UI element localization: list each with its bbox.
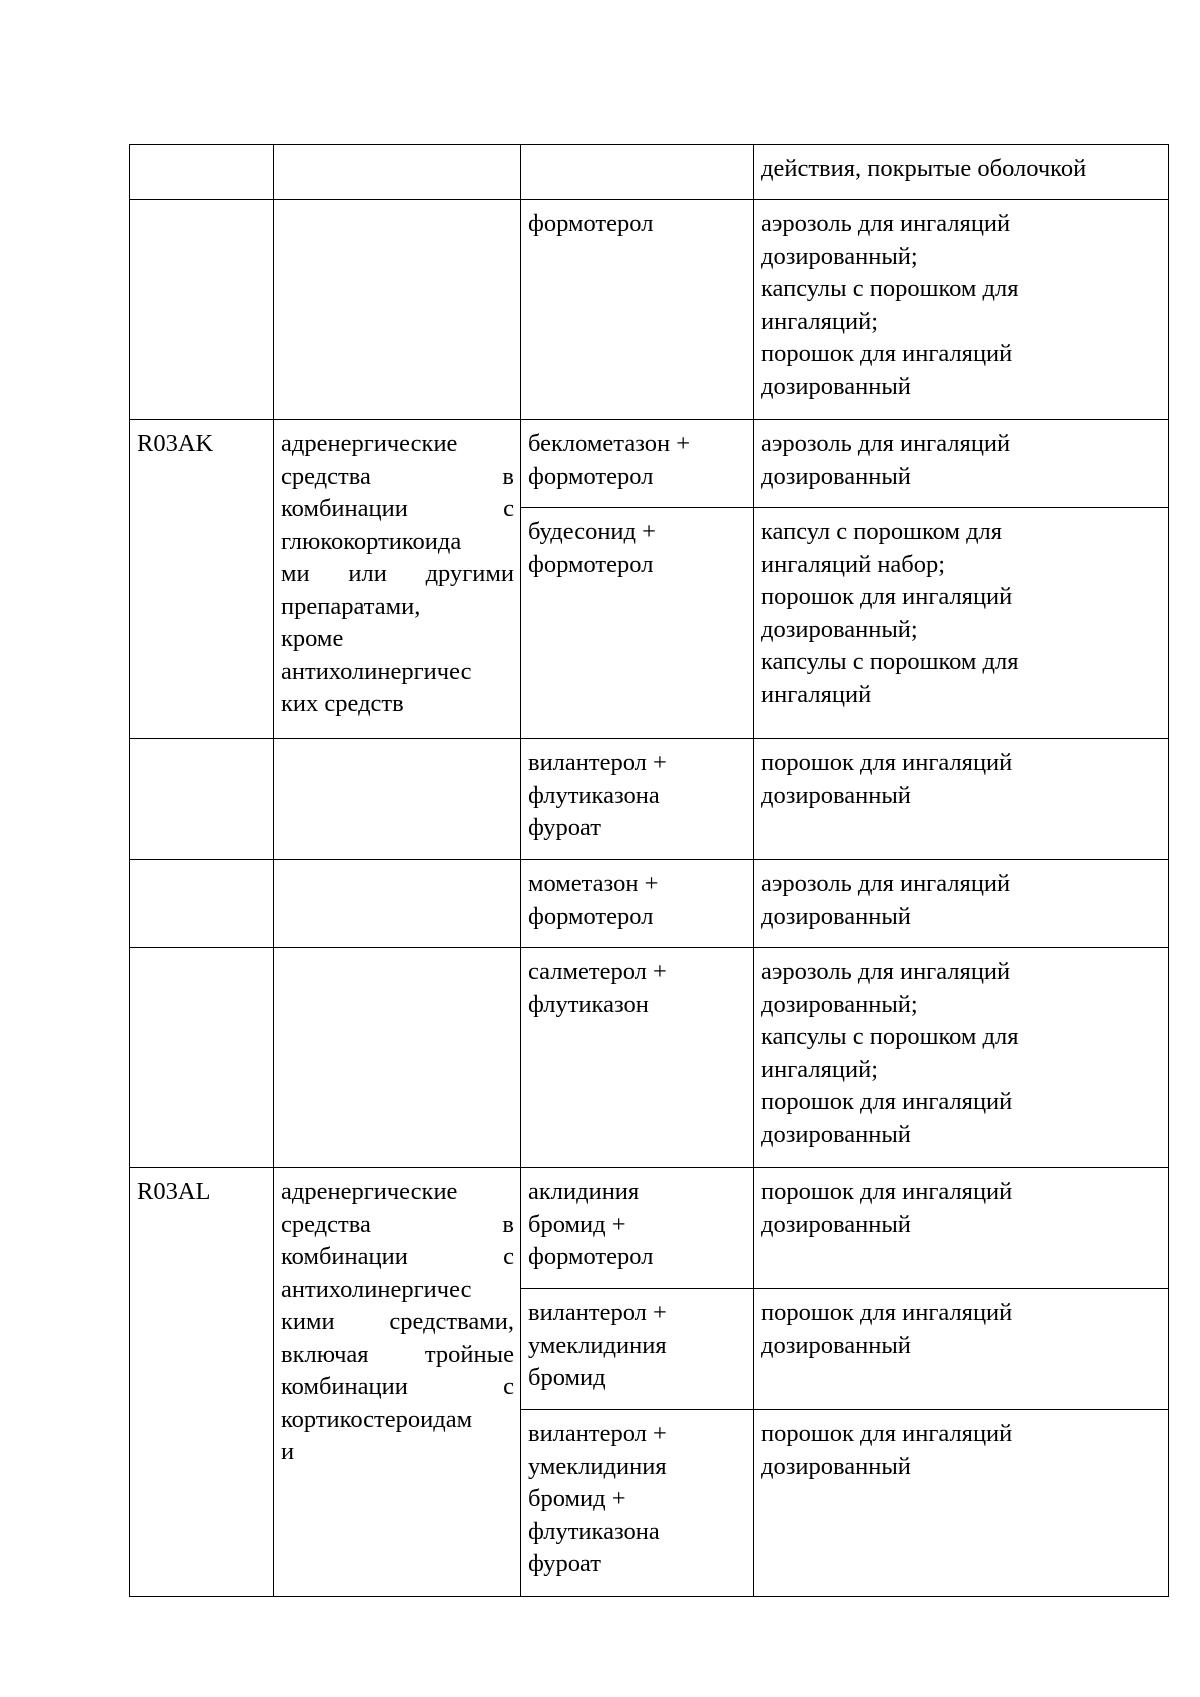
- cell-text-line: вилантерол +: [528, 749, 667, 776]
- table-cell-group-name: [273, 199, 521, 420]
- cell-text-line: аклидиния: [528, 1178, 640, 1205]
- table-cell-atc-code: [129, 199, 274, 420]
- cell-text-line: дозированный;: [761, 990, 918, 1018]
- cell-text-line: включая тройные: [281, 1340, 514, 1368]
- table-cell-group-name: [273, 738, 521, 860]
- cell-text-line: дозированный: [761, 372, 911, 400]
- cell-text-line: R03AL: [137, 1178, 211, 1205]
- cell-text-line: порошок для ингаляций: [761, 340, 1013, 367]
- cell-text-line: формотерол: [528, 462, 654, 490]
- table-cell-drug-name: [520, 1288, 754, 1410]
- cell-text-line: дозированный: [761, 1120, 911, 1148]
- table-cell-dosage-form: [753, 859, 1169, 948]
- cell-text-line: кими средствами,: [281, 1308, 514, 1335]
- cell-text-line: капсул с порошком для: [761, 518, 1003, 545]
- table-cell-dosage-form: [753, 419, 1169, 508]
- table-cell-dosage-form: [753, 144, 1169, 200]
- cell-text-line: порошок для ингаляций: [761, 1088, 1013, 1115]
- cell-text-line: дозированный;: [761, 242, 918, 270]
- table-cell-dosage-form: [753, 1167, 1169, 1289]
- cell-text-line: действия, покрытые оболочкой: [761, 155, 1087, 182]
- table-cell-dosage-form: [753, 947, 1169, 1168]
- cell-text-line: будесонид +: [528, 518, 656, 545]
- cell-text-line: порошок для ингаляций: [761, 583, 1013, 610]
- cell-text-line: адренергические: [281, 1178, 458, 1205]
- cell-text-line: беклометазон +: [528, 430, 691, 457]
- table-cell-atc-code: [129, 859, 274, 948]
- cell-text-line: капсулы с порошком для: [761, 275, 1019, 302]
- cell-text-line: аэрозоль для ингаляций: [761, 958, 1011, 985]
- cell-text-line: формотерол: [528, 902, 654, 930]
- cell-text-line: кортикостероидам: [281, 1405, 473, 1433]
- cell-text-line: порошок для ингаляций: [761, 1178, 1013, 1205]
- cell-text-line: адренергические: [281, 430, 458, 457]
- table-cell-dosage-form: [753, 199, 1169, 420]
- cell-text-line: формотерол: [528, 550, 654, 578]
- cell-text-line: ингаляций;: [761, 1055, 878, 1083]
- cell-text-line: вилантерол +: [528, 1299, 667, 1326]
- table-cell-drug-name: [520, 947, 754, 1168]
- table-cell-atc-code: [129, 419, 274, 739]
- cell-text-line: комбинации с: [281, 1373, 514, 1400]
- cell-text-line: формотерол: [528, 210, 654, 237]
- cell-text-line: дозированный: [761, 1210, 911, 1238]
- cell-text-line: вилантерол +: [528, 1420, 667, 1447]
- table-cell-atc-code: [129, 738, 274, 860]
- cell-text-line: ких средств: [281, 690, 404, 717]
- cell-text-line: бромид +: [528, 1485, 626, 1512]
- table-cell-drug-name: [520, 144, 754, 200]
- cell-text-line: средства в: [281, 1210, 514, 1238]
- cell-text-line: флутиказона: [528, 1517, 660, 1545]
- table-cell-group-name: [273, 144, 521, 200]
- table-cell-atc-code: [129, 144, 274, 200]
- table-cell-group-name: [273, 419, 521, 739]
- cell-text-line: дозированный: [761, 462, 911, 490]
- cell-text-line: порошок для ингаляций: [761, 749, 1013, 776]
- table-cell-dosage-form: [753, 507, 1169, 739]
- cell-text-line: дозированный: [761, 902, 911, 930]
- cell-text-line: умеклидиния: [528, 1452, 667, 1480]
- table-cell-drug-name: [520, 199, 754, 420]
- cell-text-line: бромид: [528, 1364, 606, 1391]
- cell-text-line: бромид +: [528, 1210, 626, 1238]
- cell-text-line: средства в: [281, 462, 514, 490]
- table-cell-drug-name: [520, 507, 754, 739]
- table-cell-drug-name: [520, 859, 754, 948]
- cell-text-line: капсулы с порошком для: [761, 1023, 1019, 1050]
- table-cell-drug-name: [520, 419, 754, 508]
- cell-text-line: дозированный: [761, 781, 911, 809]
- cell-text-line: флутиказона: [528, 781, 660, 809]
- cell-text-line: фуроат: [528, 1550, 601, 1577]
- cell-text-line: флутиказон: [528, 990, 649, 1018]
- cell-text-line: кроме: [281, 625, 344, 652]
- cell-text-line: порошок для ингаляций: [761, 1299, 1013, 1326]
- cell-text-line: дозированный: [761, 1331, 911, 1359]
- table-cell-group-name: [273, 947, 521, 1168]
- cell-text-line: фуроат: [528, 814, 601, 841]
- table-cell-dosage-form: [753, 738, 1169, 860]
- cell-text-line: комбинации с: [281, 495, 514, 522]
- table-cell-drug-name: [520, 1409, 754, 1597]
- cell-text-line: глюкокортикоида: [281, 527, 462, 555]
- cell-text-line: комбинации с: [281, 1243, 514, 1270]
- cell-text-line: порошок для ингаляций: [761, 1420, 1013, 1447]
- cell-text-line: и: [281, 1438, 295, 1465]
- table-cell-drug-name: [520, 1167, 754, 1289]
- cell-text-line: дозированный: [761, 1452, 911, 1480]
- cell-text-line: R03AK: [137, 430, 214, 457]
- cell-text-line: антихолинергичес: [281, 1275, 472, 1303]
- cell-text-line: ингаляций набор;: [761, 550, 946, 578]
- cell-text-line: аэрозоль для ингаляций: [761, 210, 1011, 237]
- cell-text-line: аэрозоль для ингаляций: [761, 870, 1011, 897]
- cell-text-line: ингаляций;: [761, 307, 878, 335]
- cell-text-line: ми или другими: [281, 560, 514, 587]
- cell-text-line: антихолинергичес: [281, 657, 472, 685]
- cell-text-line: формотерол: [528, 1243, 654, 1270]
- table-cell-atc-code: [129, 1167, 274, 1597]
- cell-text-line: мометазон +: [528, 870, 659, 897]
- table-cell-atc-code: [129, 947, 274, 1168]
- table-cell-group-name: [273, 1167, 521, 1597]
- table-cell-dosage-form: [753, 1288, 1169, 1410]
- cell-text-line: умеклидиния: [528, 1331, 667, 1359]
- cell-text-line: препаратами,: [281, 592, 421, 620]
- cell-text-line: дозированный;: [761, 615, 918, 643]
- cell-text-line: аэрозоль для ингаляций: [761, 430, 1011, 457]
- table-cell-drug-name: [520, 738, 754, 860]
- cell-text-line: капсулы с порошком для: [761, 648, 1019, 675]
- table-cell-group-name: [273, 859, 521, 948]
- cell-text-line: ингаляций: [761, 680, 872, 708]
- cell-text-line: салметерол +: [528, 958, 667, 985]
- table-cell-dosage-form: [753, 1409, 1169, 1597]
